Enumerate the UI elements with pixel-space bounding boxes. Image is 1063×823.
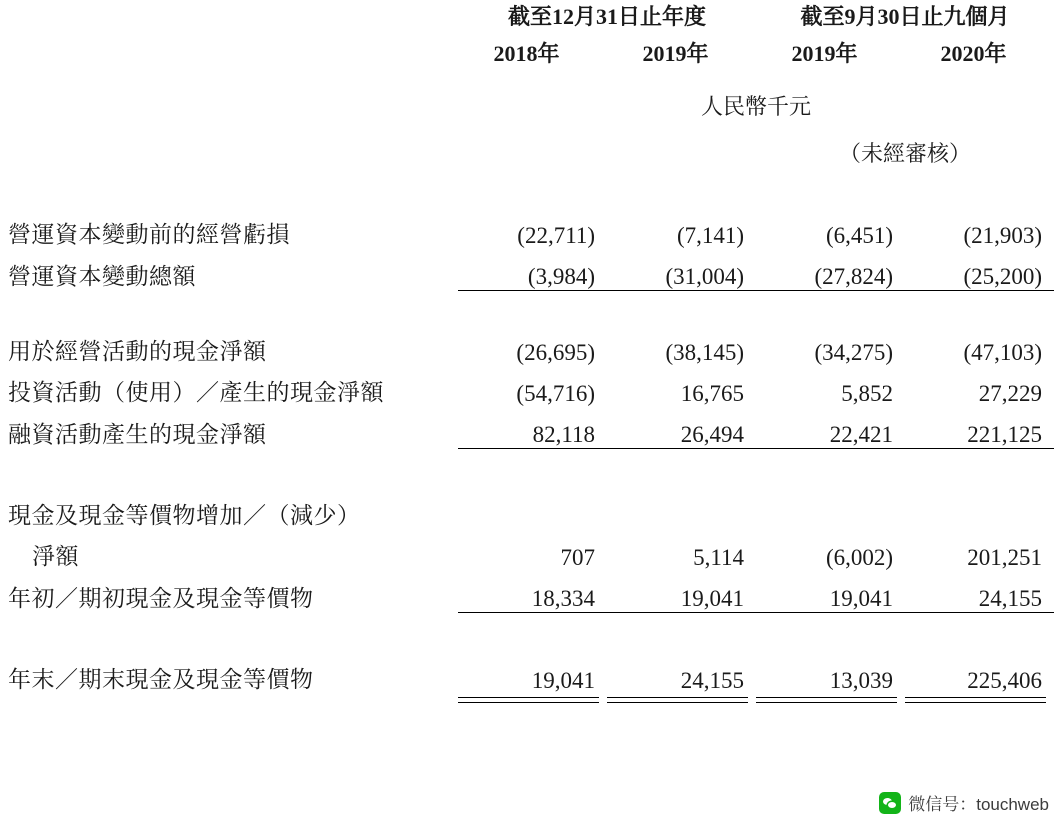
- header-spacer-4: [6, 121, 458, 168]
- watermark: [879, 790, 1049, 815]
- row-value: (38,145): [665, 340, 745, 365]
- cash-flow-table: [6, 0, 1054, 703]
- row-value: [607, 489, 756, 530]
- row-value: 24,155: [680, 668, 745, 693]
- header-audit-row: [6, 121, 1054, 168]
- header-col-2020-nine-months: 2020年: [940, 41, 1007, 66]
- table-row: [6, 489, 1054, 530]
- row-value: 82,118: [458, 407, 607, 449]
- row-value: 201,251: [967, 545, 1043, 570]
- row-value: 26,494: [607, 407, 756, 449]
- header-year-row: [6, 37, 1054, 72]
- table-row-total: [6, 653, 1054, 694]
- row-value: (3,984): [458, 249, 607, 291]
- header-spacer-3: [6, 72, 458, 121]
- header-col-2018: 2018年: [493, 41, 560, 66]
- header-spacer-2: [6, 37, 458, 72]
- header-group-row: [6, 0, 1054, 37]
- header-unit-row: [6, 72, 1054, 121]
- row-value: 18,334: [458, 571, 607, 613]
- row-value: 225,406: [967, 668, 1043, 693]
- double-rule-row: [6, 694, 1054, 703]
- row-value: (21,903): [963, 223, 1043, 248]
- table-row: [6, 325, 1054, 366]
- spacer-row: [6, 449, 1054, 490]
- table-row: [6, 407, 1054, 449]
- header-group-nine-months: 截至9月30日止九個月: [800, 4, 1010, 29]
- row-value: [756, 489, 905, 530]
- row-value: (7,141): [676, 223, 745, 248]
- row-label: 年末／期末現金及現金等價物: [8, 667, 314, 692]
- header-col-2019-annual: 2019年: [642, 41, 709, 66]
- table-row: [6, 530, 1054, 571]
- row-value: (34,275): [814, 340, 894, 365]
- row-value: 221,125: [905, 407, 1054, 449]
- row-value: (25,200): [905, 249, 1054, 291]
- watermark-text: 微信号：touchweb: [908, 795, 1049, 814]
- header-spacer: [6, 0, 458, 37]
- table-row: [6, 571, 1054, 613]
- row-label: 現金及現金等價物增加／（減少）: [8, 503, 361, 528]
- row-value: (6,451): [825, 223, 894, 248]
- row-value: 19,041: [531, 668, 595, 693]
- row-value: 22,421: [756, 407, 905, 449]
- row-value: 27,229: [978, 381, 1043, 406]
- row-value: (47,103): [963, 340, 1043, 365]
- double-rule: [607, 694, 756, 703]
- row-value: (26,695): [516, 340, 595, 365]
- row-label: 營運資本變動總額: [8, 263, 196, 289]
- double-rule: [458, 694, 607, 703]
- table-body: [6, 168, 1054, 703]
- row-label: 用於經營活動的現金淨額: [8, 339, 267, 364]
- header-audit-note: （未經審核）: [839, 141, 972, 166]
- row-value: (6,002): [825, 545, 894, 570]
- row-label: 投資活動（使用）／產生的現金淨額: [8, 380, 384, 405]
- header-spacer-6: [607, 121, 756, 168]
- row-value: 19,041: [756, 571, 905, 613]
- row-value: (27,824): [756, 249, 905, 291]
- table-row: [6, 208, 1054, 249]
- row-value: 707: [560, 545, 595, 570]
- row-value: (22,711): [517, 223, 595, 248]
- row-value: 13,039: [829, 668, 894, 693]
- row-value: 24,155: [905, 571, 1054, 613]
- row-value: [458, 489, 607, 530]
- spacer-row: [6, 291, 1054, 326]
- row-value: 5,114: [693, 545, 745, 570]
- double-rule: [756, 694, 905, 703]
- row-value: [905, 489, 1054, 530]
- row-value: 16,765: [680, 381, 745, 406]
- row-value: 5,852: [841, 381, 894, 406]
- row-value: (54,716): [516, 381, 595, 406]
- row-value: 19,041: [607, 571, 756, 613]
- wechat-icon: [879, 792, 901, 814]
- spacer-row: [6, 168, 1054, 208]
- header-spacer-5: [458, 121, 607, 168]
- table-row: [6, 366, 1054, 407]
- row-label: 營運資本變動前的經營虧損: [8, 222, 290, 247]
- spacer-row: [6, 613, 1054, 654]
- row-value: (31,004): [607, 249, 756, 291]
- header-col-2019-nine-months: 2019年: [791, 41, 858, 66]
- table-header: [6, 0, 1054, 168]
- header-unit: 人民幣千元: [701, 94, 812, 119]
- row-label: 融資活動產生的現金淨額: [8, 421, 267, 447]
- row-label: 淨額: [32, 544, 79, 569]
- double-rule: [905, 694, 1054, 703]
- table-row: [6, 249, 1054, 291]
- header-group-annual: 截至12月31日止年度: [508, 4, 707, 29]
- row-label: 年初／期初現金及現金等價物: [8, 585, 314, 611]
